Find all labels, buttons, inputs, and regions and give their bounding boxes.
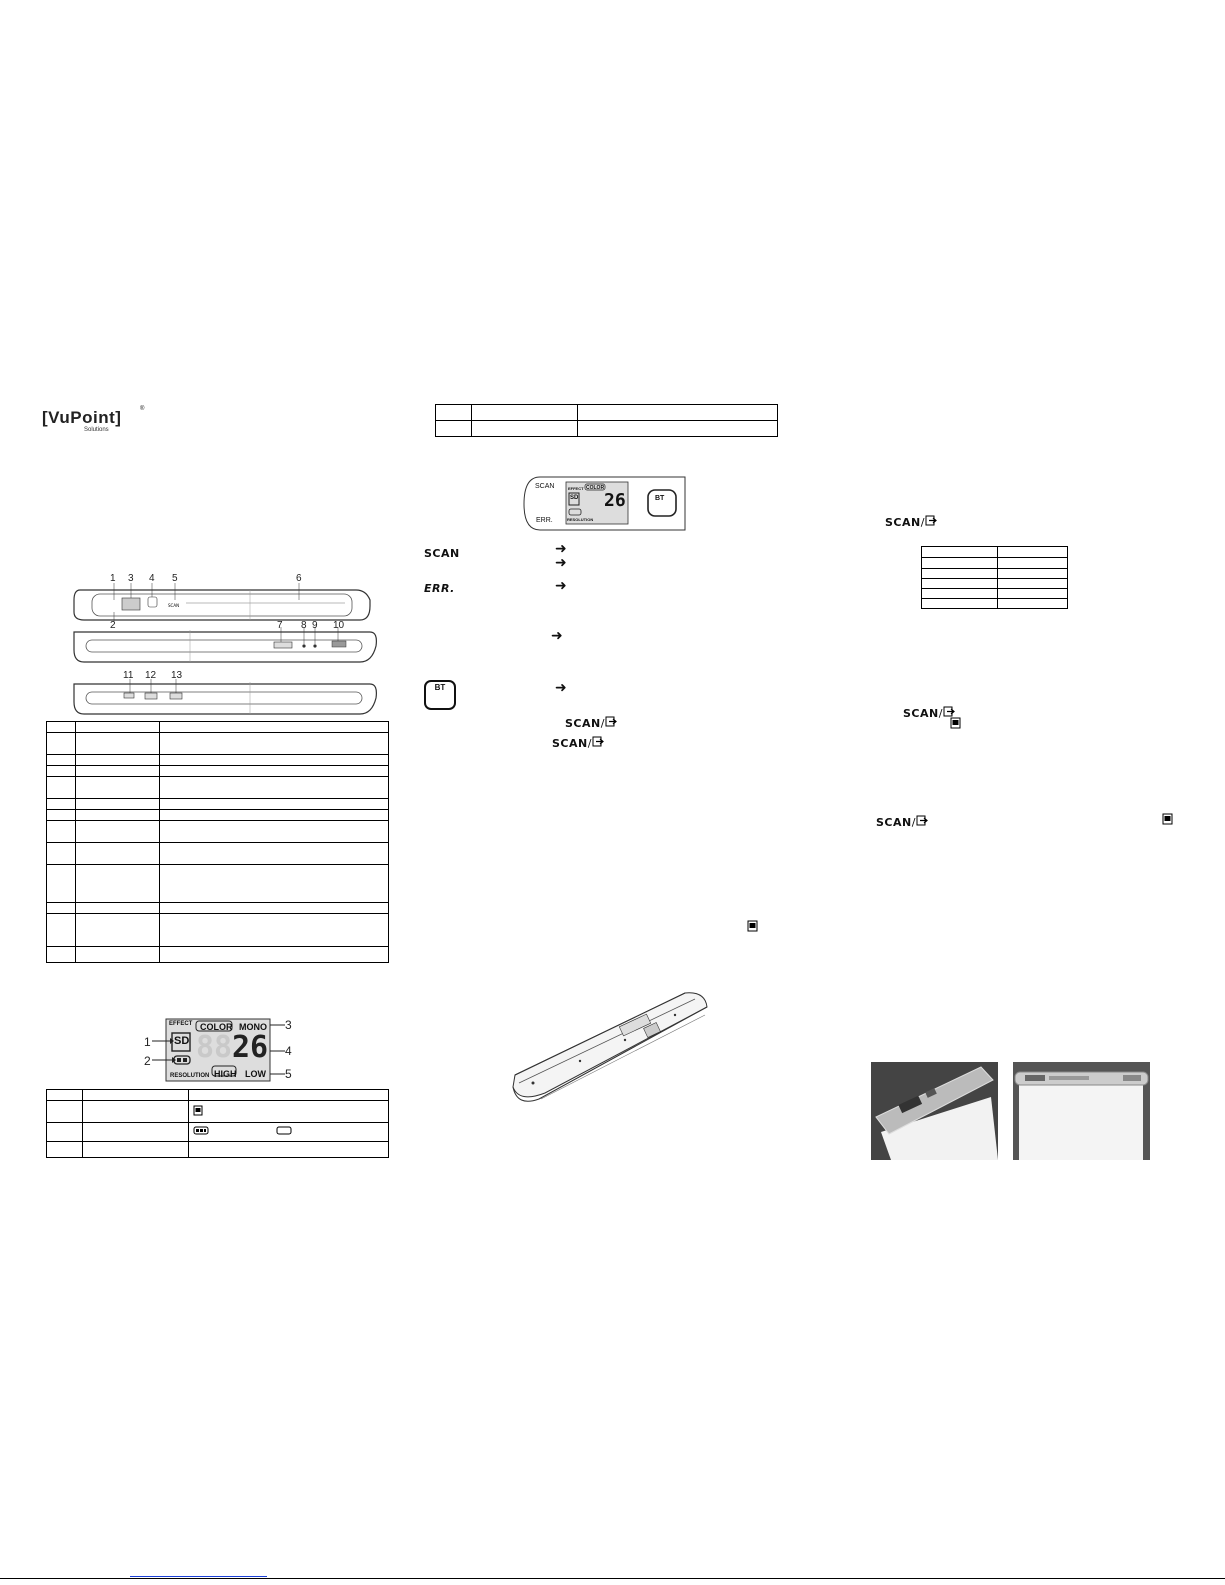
page-bottom-rule: [0, 1578, 1225, 1579]
brand-logo: [42, 406, 145, 433]
sd-card-icon: [193, 1105, 203, 1116]
footer-link-underline[interactable]: [130, 1576, 267, 1577]
arrow-right-icon: ➜: [555, 541, 567, 557]
top-table: [435, 404, 778, 437]
scan-button-label: SCAN/: [552, 736, 604, 750]
callout-3: 3: [128, 573, 134, 584]
callout-13: 13: [171, 670, 183, 681]
scanning-photo-angled: [871, 1062, 998, 1160]
panel-err-label: ERR.: [536, 517, 553, 524]
exit-icon: [925, 515, 937, 526]
arrow-right-icon: ➜: [555, 555, 567, 571]
sd-card-icon: [950, 717, 961, 729]
lcd-ghost-digits: 88: [196, 1030, 233, 1065]
scan-button-label: SCAN/: [876, 815, 928, 829]
logo-registered: ®: [140, 406, 145, 412]
lcd-mono-label: MONO: [239, 1022, 267, 1032]
lcd-number: 26: [232, 1030, 269, 1065]
panel-bt-label: BT: [655, 495, 665, 502]
svg-text:SCAN: SCAN: [168, 603, 180, 608]
sd-card-icon: [747, 920, 758, 932]
parts-table: [46, 721, 389, 963]
callout-12: 12: [145, 670, 157, 681]
scan-label: SCAN: [424, 547, 460, 560]
callout-6: 6: [296, 573, 302, 584]
callout-10: 10: [333, 620, 345, 631]
arrow-right-icon: ➜: [551, 628, 563, 644]
scanning-photo-front: [1013, 1062, 1150, 1160]
panel-sd-label: SD: [570, 495, 579, 501]
logo-subtitle: Solutions: [84, 427, 109, 433]
callout-11: 11: [123, 670, 134, 681]
lcd-high-label: HIGH: [214, 1069, 237, 1079]
panel-number: 26: [604, 490, 626, 511]
scan-button-label: SCAN/: [885, 515, 937, 529]
battery-icon: [193, 1126, 303, 1136]
scanner-parts-diagram: [70, 570, 380, 720]
panel-scan-label: SCAN: [535, 483, 555, 490]
exit-icon: [916, 815, 928, 826]
lcd-callout-4: 4: [285, 1044, 292, 1058]
callout-4: 4: [149, 573, 155, 584]
lcd-color-label: COLOR: [200, 1022, 233, 1032]
callout-2: 2: [110, 620, 116, 631]
scanner-illustration: [505, 985, 710, 1110]
lcd-resolution-label: RESOLUTION: [170, 1073, 210, 1079]
arrow-right-icon: ➜: [555, 578, 567, 594]
logo-text: [VuPoint]: [42, 408, 122, 427]
scan-button-label: SCAN/: [903, 706, 955, 720]
bt-label: BT: [434, 683, 446, 692]
arrow-right-icon: ➜: [555, 680, 567, 696]
settings-table: [921, 546, 1068, 609]
callout-5: 5: [172, 573, 178, 584]
exit-icon: [592, 736, 604, 747]
callout-8: 8: [301, 620, 307, 631]
err-label: ERR.: [424, 582, 455, 595]
lcd-low-label: LOW: [245, 1069, 266, 1079]
lcd-callout-1: 1: [144, 1035, 151, 1049]
panel-effect-label: EFFECT: [568, 486, 584, 491]
lcd-table: [46, 1089, 389, 1158]
callout-7: 7: [277, 620, 283, 631]
panel-color-label: COLOR: [586, 485, 605, 491]
bt-button: [424, 680, 456, 710]
callout-1: 1: [110, 573, 116, 584]
lcd-sd-icon: SD: [174, 1035, 190, 1047]
lcd-callout-3: 3: [285, 1018, 292, 1032]
exit-icon: [605, 716, 617, 727]
scan-button-label: SCAN/: [565, 716, 617, 730]
panel-resolution-label: RESOLUTION: [567, 517, 594, 522]
lcd-callout-5: 5: [285, 1067, 292, 1081]
lcd-callout-2: 2: [144, 1054, 151, 1068]
sd-card-icon: [1162, 813, 1173, 825]
callout-9: 9: [312, 620, 318, 631]
exit-icon: [943, 706, 955, 717]
lcd-effect-label: EFFECT: [169, 1021, 193, 1027]
